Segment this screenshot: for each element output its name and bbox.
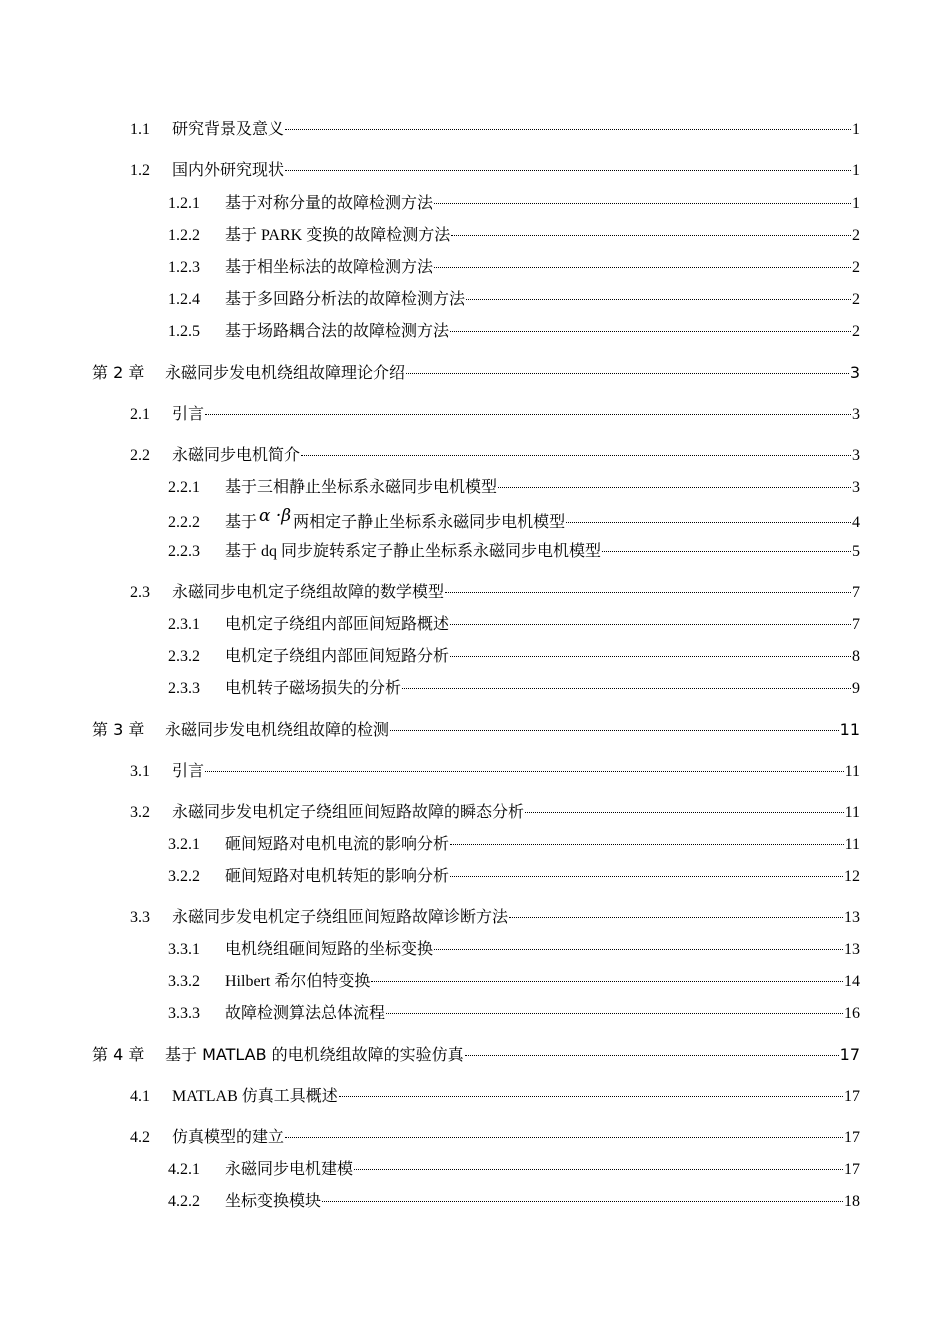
toc-page-number: 17 [839, 1045, 860, 1064]
toc-number: 1.2.3 [168, 259, 200, 276]
toc-title-prefix: 基于 [225, 514, 258, 531]
toc-chapter-2[interactable] [92, 362, 860, 384]
dot-leader [386, 1013, 843, 1014]
dot-leader [445, 592, 851, 593]
toc-number: 1.1 [130, 121, 150, 138]
toc-title: 永磁同步发电机定子绕组匝间短路故障诊断方法 [172, 909, 509, 926]
dot-leader [450, 844, 844, 845]
toc-chapter-3[interactable] [92, 719, 860, 741]
dot-leader [466, 299, 851, 300]
dot-leader [402, 688, 851, 689]
toc-page-number: 11 [844, 836, 860, 853]
toc-page-number: 11 [844, 804, 860, 821]
toc-page-number: 2 [852, 227, 860, 244]
toc-page-number: 7 [852, 616, 860, 633]
toc-page-number: 1 [852, 162, 860, 179]
toc-title: 基于相坐标法的故障检测方法 [225, 259, 434, 276]
toc-title: 引言 [172, 763, 205, 780]
toc-entry-1-2-4[interactable] [168, 289, 860, 311]
dot-leader [322, 1201, 843, 1202]
dot-leader [450, 656, 851, 657]
dot-leader [339, 1096, 843, 1097]
toc-title: 永磁同步发电机定子绕组匝间短路故障的瞬态分析 [172, 804, 525, 821]
toc-title: 基于 MATLAB 的电机绕组故障的实验仿真 [165, 1045, 464, 1064]
toc-title: 砸间短路对电机转矩的影响分析 [225, 868, 450, 885]
toc-entry-3-3[interactable] [130, 907, 860, 929]
alpha-beta-symbol: α ·β [259, 506, 292, 526]
toc-entry-3-3-3[interactable] [168, 1003, 860, 1025]
dot-leader [525, 812, 844, 813]
toc-number: 4.2 [130, 1129, 150, 1146]
toc-entry-2-2-2[interactable] [168, 506, 860, 533]
toc-entry-2-1[interactable] [130, 404, 860, 426]
toc-entry-3-3-1[interactable] [168, 939, 860, 961]
toc-number: 2.3.3 [168, 680, 200, 697]
toc-number: 1.2.1 [168, 195, 200, 212]
toc-entry-1-2-2[interactable] [168, 225, 860, 247]
toc-entry-1-2-3[interactable] [168, 257, 860, 279]
toc-title: 研究背景及意义 [172, 121, 285, 138]
dot-leader [450, 331, 851, 332]
toc-page-number: 13 [844, 941, 860, 958]
toc-entry-3-2[interactable] [130, 802, 860, 824]
toc-title: 引言 [172, 406, 205, 423]
dot-leader [509, 917, 843, 918]
toc-entry-1-2[interactable] [130, 160, 860, 182]
toc-entry-2-2[interactable] [130, 445, 860, 467]
toc-title-suffix: 两相定子静止坐标系永磁同步电机模型 [293, 514, 566, 531]
toc-page-number: 8 [852, 648, 860, 665]
toc-page-number: 13 [844, 909, 860, 926]
toc-number: 2.3.1 [168, 616, 200, 633]
toc-page-number: 12 [844, 868, 860, 885]
toc-page-number: 2 [852, 323, 860, 340]
toc-title: 国内外研究现状 [172, 162, 285, 179]
toc-page-number: 3 [852, 406, 860, 423]
dot-leader [434, 949, 843, 950]
toc-number: 4.2.2 [168, 1193, 200, 1210]
toc-entry-2-3-3[interactable] [168, 678, 860, 700]
toc-number: 3.2 [130, 804, 150, 821]
dot-leader [434, 267, 851, 268]
toc-title: 永磁同步发电机绕组故障的检测 [165, 720, 390, 739]
dot-leader [450, 624, 851, 625]
dot-leader [390, 730, 839, 731]
dot-leader [205, 414, 851, 415]
toc-chapter-number: 第 3 章 [92, 720, 145, 739]
toc-number: 3.1 [130, 763, 150, 780]
toc-page-number: 11 [839, 720, 860, 739]
dot-leader [602, 551, 851, 552]
toc-title: 故障检测算法总体流程 [225, 1005, 386, 1022]
toc-number: 3.3.1 [168, 941, 200, 958]
toc-page-number: 2 [852, 259, 860, 276]
toc-number: 2.3 [130, 584, 150, 601]
toc-entry-3-2-1[interactable] [168, 834, 860, 856]
toc-entry-2-3[interactable] [130, 582, 860, 604]
toc-entry-4-2-1[interactable] [168, 1159, 860, 1181]
toc-number: 2.2.2 [168, 514, 200, 531]
toc-page-number: 3 [852, 479, 860, 496]
dot-leader [285, 129, 851, 130]
toc-title: 电机绕组砸间短路的坐标变换 [225, 941, 434, 958]
toc-entry-2-3-1[interactable] [168, 614, 860, 636]
dot-leader [285, 1137, 843, 1138]
dot-leader [451, 235, 851, 236]
dot-leader [434, 203, 851, 204]
toc-number: 3.3.2 [168, 973, 200, 990]
toc-title: 基于 dq 同步旋转系定子静止坐标系永磁同步电机模型 [225, 543, 602, 560]
dot-leader [498, 487, 851, 488]
toc-title: 永磁同步电机简介 [172, 447, 301, 464]
dot-leader [566, 522, 851, 523]
toc-entry-3-2-2[interactable] [168, 866, 860, 888]
toc-entry-1-1[interactable] [130, 119, 860, 141]
toc-page-number: 4 [852, 514, 860, 531]
dot-leader [285, 170, 851, 171]
toc-page-number: 17 [844, 1161, 860, 1178]
toc-page-number: 7 [852, 584, 860, 601]
toc-number: 3.2.2 [168, 868, 200, 885]
toc-chapter-number: 第 2 章 [92, 363, 145, 382]
toc-entry-4-2-2[interactable] [168, 1191, 860, 1213]
dot-leader [301, 455, 851, 456]
toc-title: Hilbert 希尔伯特变换 [225, 973, 371, 990]
toc-chapter-4[interactable] [92, 1044, 860, 1066]
toc-chapter-number: 第 4 章 [92, 1045, 145, 1064]
toc-number: 3.3 [130, 909, 150, 926]
toc-page-number: 3 [849, 363, 860, 382]
toc-page-number: 16 [844, 1005, 860, 1022]
toc-number: 3.2.1 [168, 836, 200, 853]
toc-title: 基于多回路分析法的故障检测方法 [225, 291, 466, 308]
toc-title: 基于对称分量的故障检测方法 [225, 195, 434, 212]
toc-title: 基于 PARK 变换的故障检测方法 [225, 227, 451, 244]
toc-number: 1.2.5 [168, 323, 200, 340]
toc-number: 2.2.1 [168, 479, 200, 496]
toc-entry-2-2-3[interactable] [168, 541, 860, 563]
toc-title: 坐标变换模块 [225, 1193, 322, 1210]
toc-title: 砸间短路对电机电流的影响分析 [225, 836, 450, 853]
toc-title: 电机定子绕组内部匝间短路概述 [225, 616, 450, 633]
toc-page-number: 5 [852, 543, 860, 560]
toc-page-number: 17 [844, 1129, 860, 1146]
toc-title: 基于场路耦合法的故障检测方法 [225, 323, 450, 340]
toc-entry-3-3-2[interactable] [168, 971, 860, 993]
toc-number: 2.3.2 [168, 648, 200, 665]
toc-entry-3-1[interactable] [130, 761, 860, 783]
toc-number: 2.2.3 [168, 543, 200, 560]
toc-page-number: 1 [852, 195, 860, 212]
toc-number: 4.1 [130, 1088, 150, 1105]
toc-page-number: 18 [844, 1193, 860, 1210]
dot-leader [465, 1055, 839, 1056]
toc-entry-2-3-2[interactable] [168, 646, 860, 668]
toc-page-number: 14 [844, 973, 860, 990]
dot-leader [354, 1169, 843, 1170]
toc-title: 仿真模型的建立 [172, 1129, 285, 1146]
toc-page-number: 3 [852, 447, 860, 464]
toc-page-number: 1 [852, 121, 860, 138]
toc-title: 电机转子磁场损失的分析 [225, 680, 402, 697]
dot-leader [205, 771, 844, 772]
toc-entry-1-2-5[interactable] [168, 321, 860, 343]
toc-title: 基于三相静止坐标系永磁同步电机模型 [225, 479, 498, 496]
toc-entry-2-2-1[interactable] [168, 477, 860, 499]
toc-page-number: 17 [844, 1088, 860, 1105]
toc-page-number: 2 [852, 291, 860, 308]
dot-leader [450, 876, 843, 877]
toc-number: 2.2 [130, 447, 150, 464]
toc-page-number: 9 [852, 680, 860, 697]
toc-title: 永磁同步发电机绕组故障理论介绍 [165, 363, 406, 382]
toc-number: 1.2 [130, 162, 150, 179]
dot-leader [371, 981, 843, 982]
toc-number: 1.2.2 [168, 227, 200, 244]
toc-entry-4-2[interactable] [130, 1127, 860, 1149]
toc-number: 2.1 [130, 406, 150, 423]
toc-entry-1-2-1[interactable] [168, 193, 860, 215]
toc-number: 4.2.1 [168, 1161, 200, 1178]
toc-page-number: 11 [844, 763, 860, 780]
toc-title [225, 506, 566, 534]
toc-number: 3.3.3 [168, 1005, 200, 1022]
toc-title: 永磁同步电机建模 [225, 1161, 354, 1178]
toc-number: 1.2.4 [168, 291, 200, 308]
toc-entry-4-1[interactable] [130, 1086, 860, 1108]
toc-title: 永磁同步电机定子绕组故障的数学模型 [172, 584, 445, 601]
toc-title: 电机定子绕组内部匝间短路分析 [225, 648, 450, 665]
dot-leader [406, 373, 849, 374]
toc-title: MATLAB 仿真工具概述 [172, 1088, 338, 1105]
